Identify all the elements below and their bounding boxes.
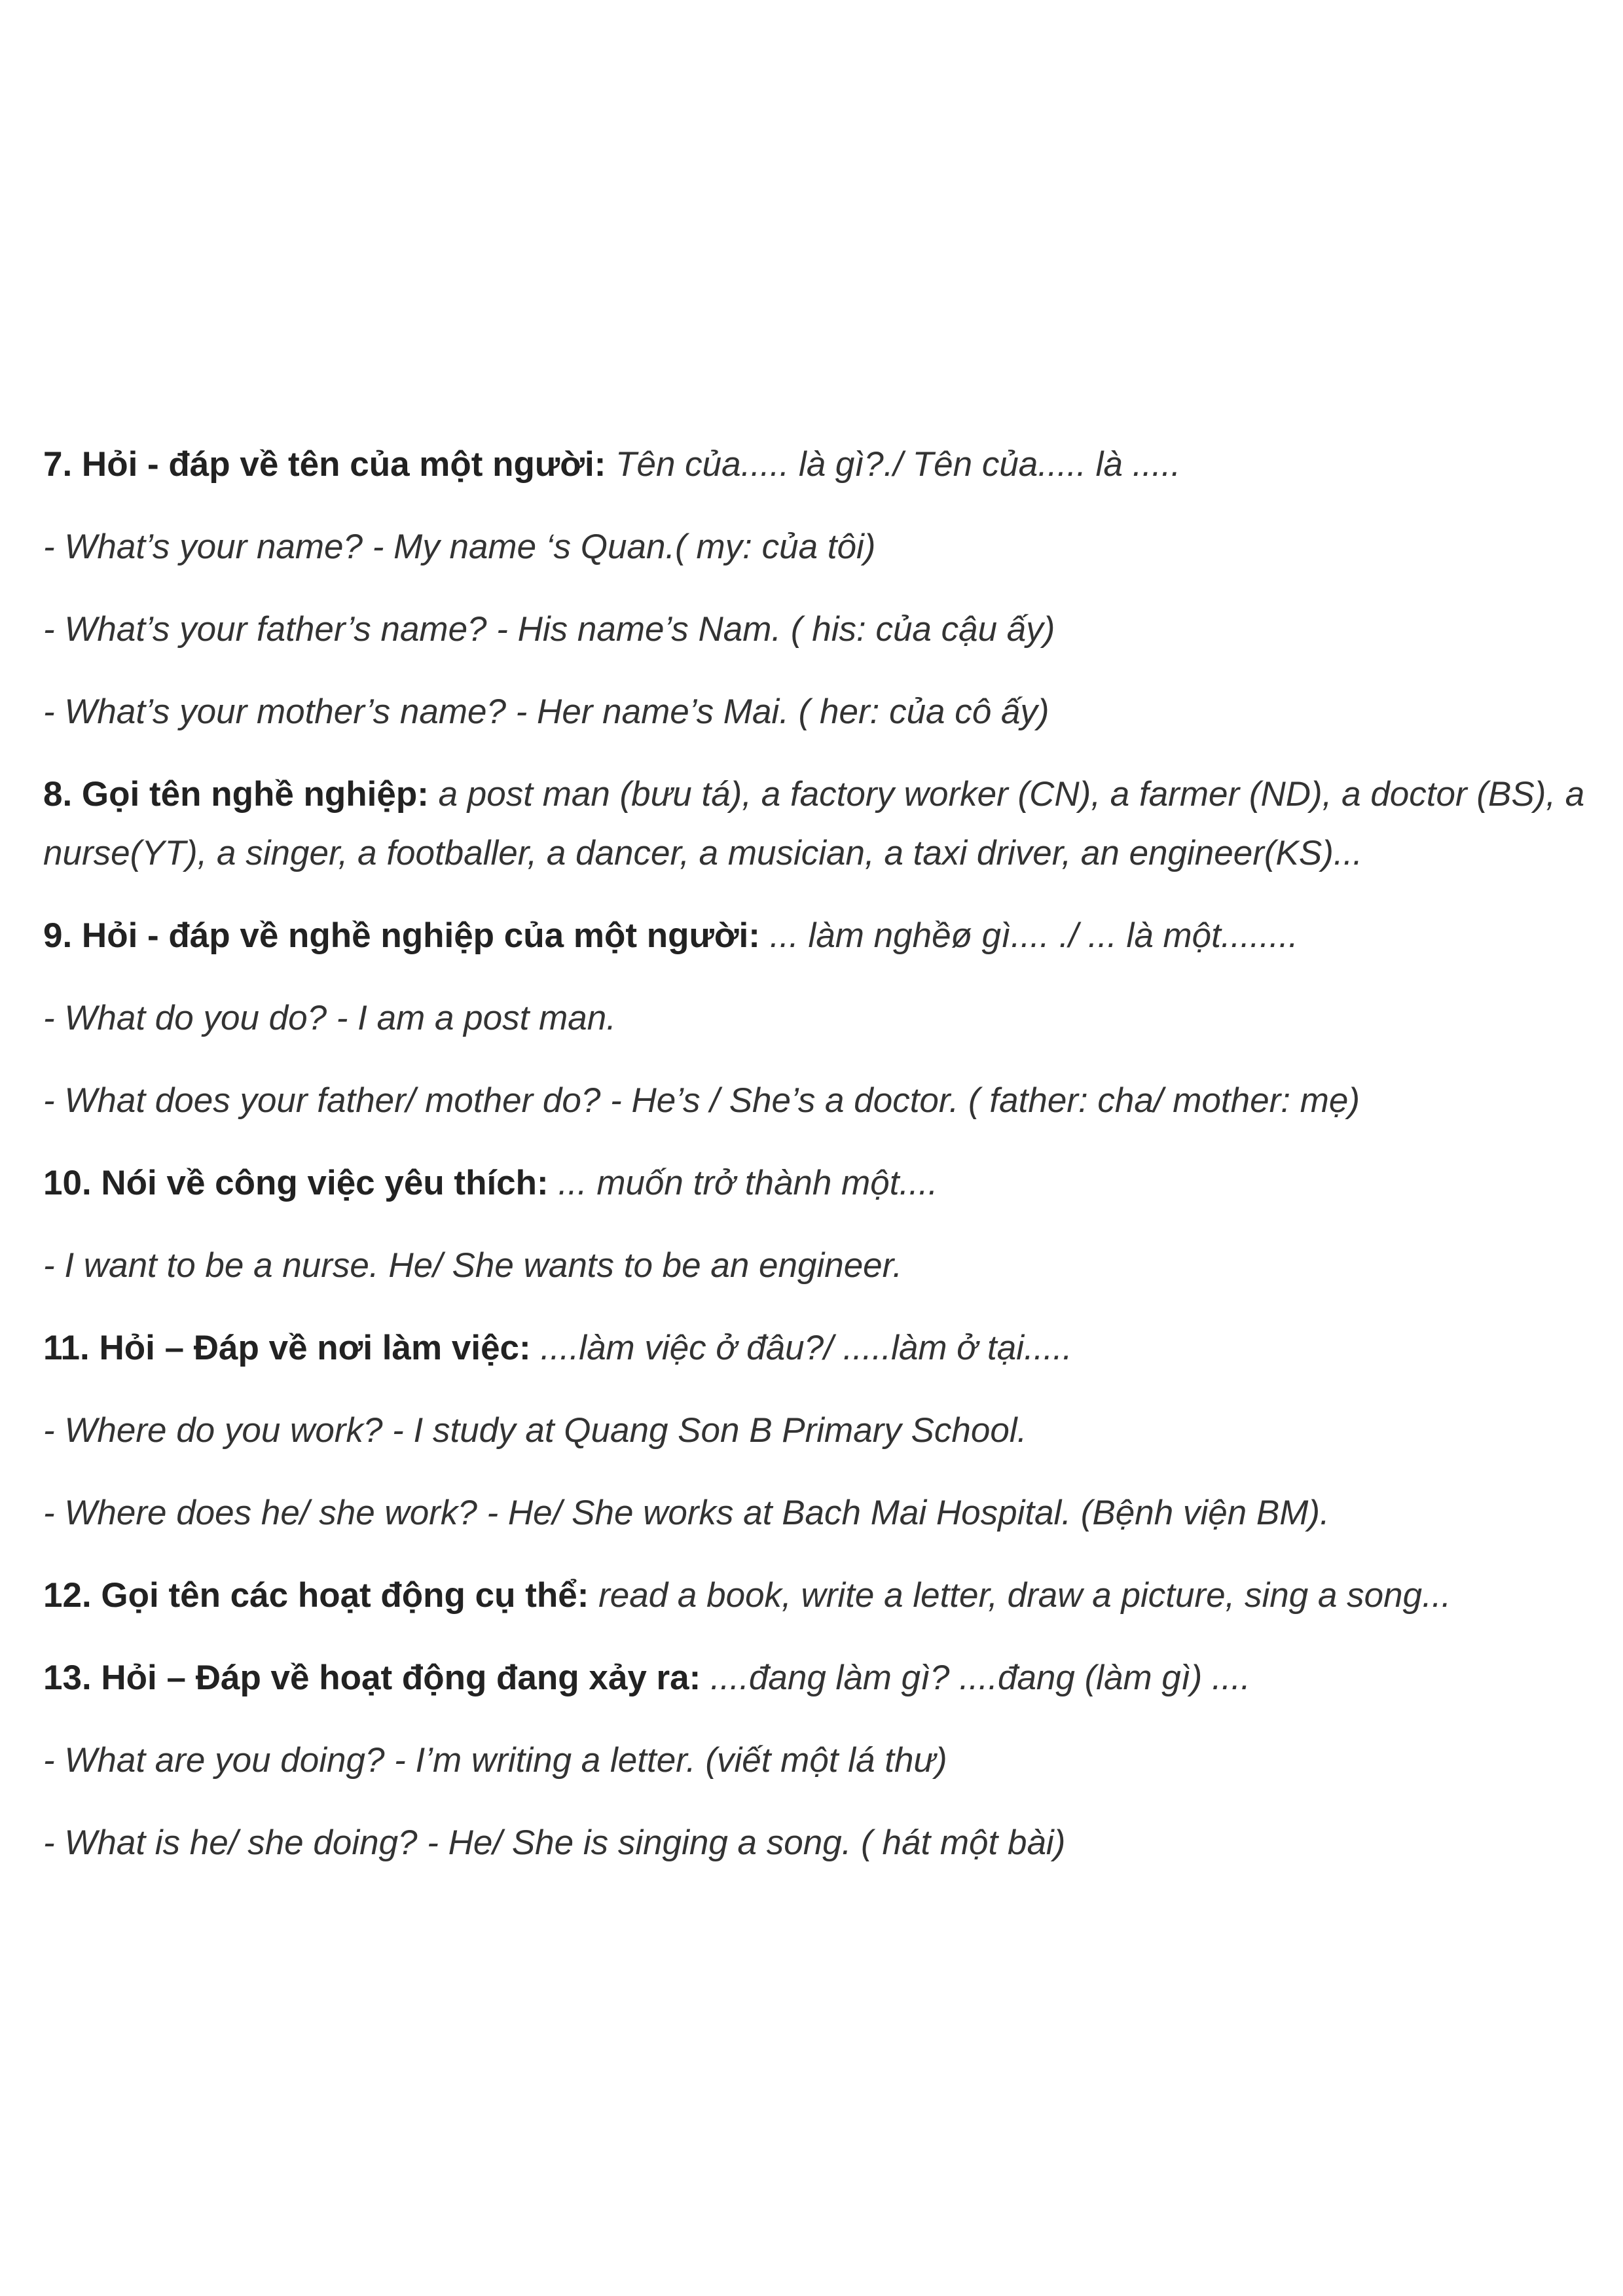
section-11-text: ....làm việc ở đâu?/ .....làm ở tại..... xyxy=(530,1329,1072,1367)
document-content xyxy=(43,435,1588,1896)
section-7-example-1: - What’s your name? - My name ‘s Quan.( my: của tôi) xyxy=(43,528,876,566)
section-11-heading-line xyxy=(43,1319,1588,1378)
section-8-heading-line xyxy=(43,765,1588,883)
section-10-text: ... muốn trở thành một.... xyxy=(548,1164,938,1202)
section-10-heading: 10. Nói về công việc yêu thích: xyxy=(43,1164,549,1202)
section-8-text: a post man (bưu tá), a factory worker (CN), a farmer (ND), a doctor (BS), a nurse(YT), a singer, a footballer, a dancer, a musician, a taxi driver, an engineer(KS)... xyxy=(43,775,1585,872)
section-13-example-2: - What is he/ she doing? - He/ She is singing a song. ( hát một bài) xyxy=(43,1823,1066,1862)
section-11-heading: 11. Hỏi – Đáp về nơi làm việc: xyxy=(43,1329,531,1367)
section-13-heading: 13. Hỏi – Đáp về hoạt động đang xảy ra: xyxy=(43,1659,701,1697)
section-9-example-2: - What does your father/ mother do? - He’s / She’s a doctor. ( father: cha/ mother: mẹ) xyxy=(43,1081,1360,1120)
section-7-heading: 7. Hỏi - đáp về tên của một người: xyxy=(43,445,606,484)
section-13-text: ....đang làm gì? ....đang (làm gì) .... xyxy=(701,1659,1250,1697)
section-10-heading-line xyxy=(43,1154,1588,1213)
section-9-text: ... làm nghềø gì.... ./ ... là một........ xyxy=(759,916,1298,955)
section-7-example-3: - What’s your mother’s name? - Her name’s Mai. ( her: của cô ấy) xyxy=(43,692,1049,731)
section-11-example-2: - Where does he/ she work? - He/ She works at Bach Mai Hospital. (Bệnh viện BM). xyxy=(43,1494,1330,1532)
section-12-heading-line xyxy=(43,1566,1588,1625)
section-12-text: read a book, write a letter, draw a picture, sing a song... xyxy=(589,1576,1451,1615)
section-12-heading: 12. Gọi tên các hoạt động cụ thể: xyxy=(43,1576,589,1615)
section-9-heading-line xyxy=(43,906,1588,965)
section-13-example-1: - What are you doing? - I’m writing a letter. (viết một lá thư) xyxy=(43,1741,947,1780)
section-7-heading-line xyxy=(43,435,1588,494)
section-9-example-1: - What do you do? - I am a post man. xyxy=(43,999,616,1037)
section-7-text: Tên của..... là gì?./ Tên của..... là ..... xyxy=(606,445,1181,484)
section-8-heading: 8. Gọi tên nghề nghiệp: xyxy=(43,775,429,814)
section-10-example-1: - I want to be a nurse. He/ She wants to be an engineer. xyxy=(43,1246,903,1285)
section-7-example-2: - What’s your father’s name? - His name’s Nam. ( his: của cậu ấy) xyxy=(43,610,1055,649)
section-13-heading-line xyxy=(43,1649,1588,1708)
section-11-example-1: - Where do you work? - I study at Quang Son B Primary School. xyxy=(43,1411,1027,1450)
section-9-heading: 9. Hỏi - đáp về nghề nghiệp của một người: xyxy=(43,916,760,955)
